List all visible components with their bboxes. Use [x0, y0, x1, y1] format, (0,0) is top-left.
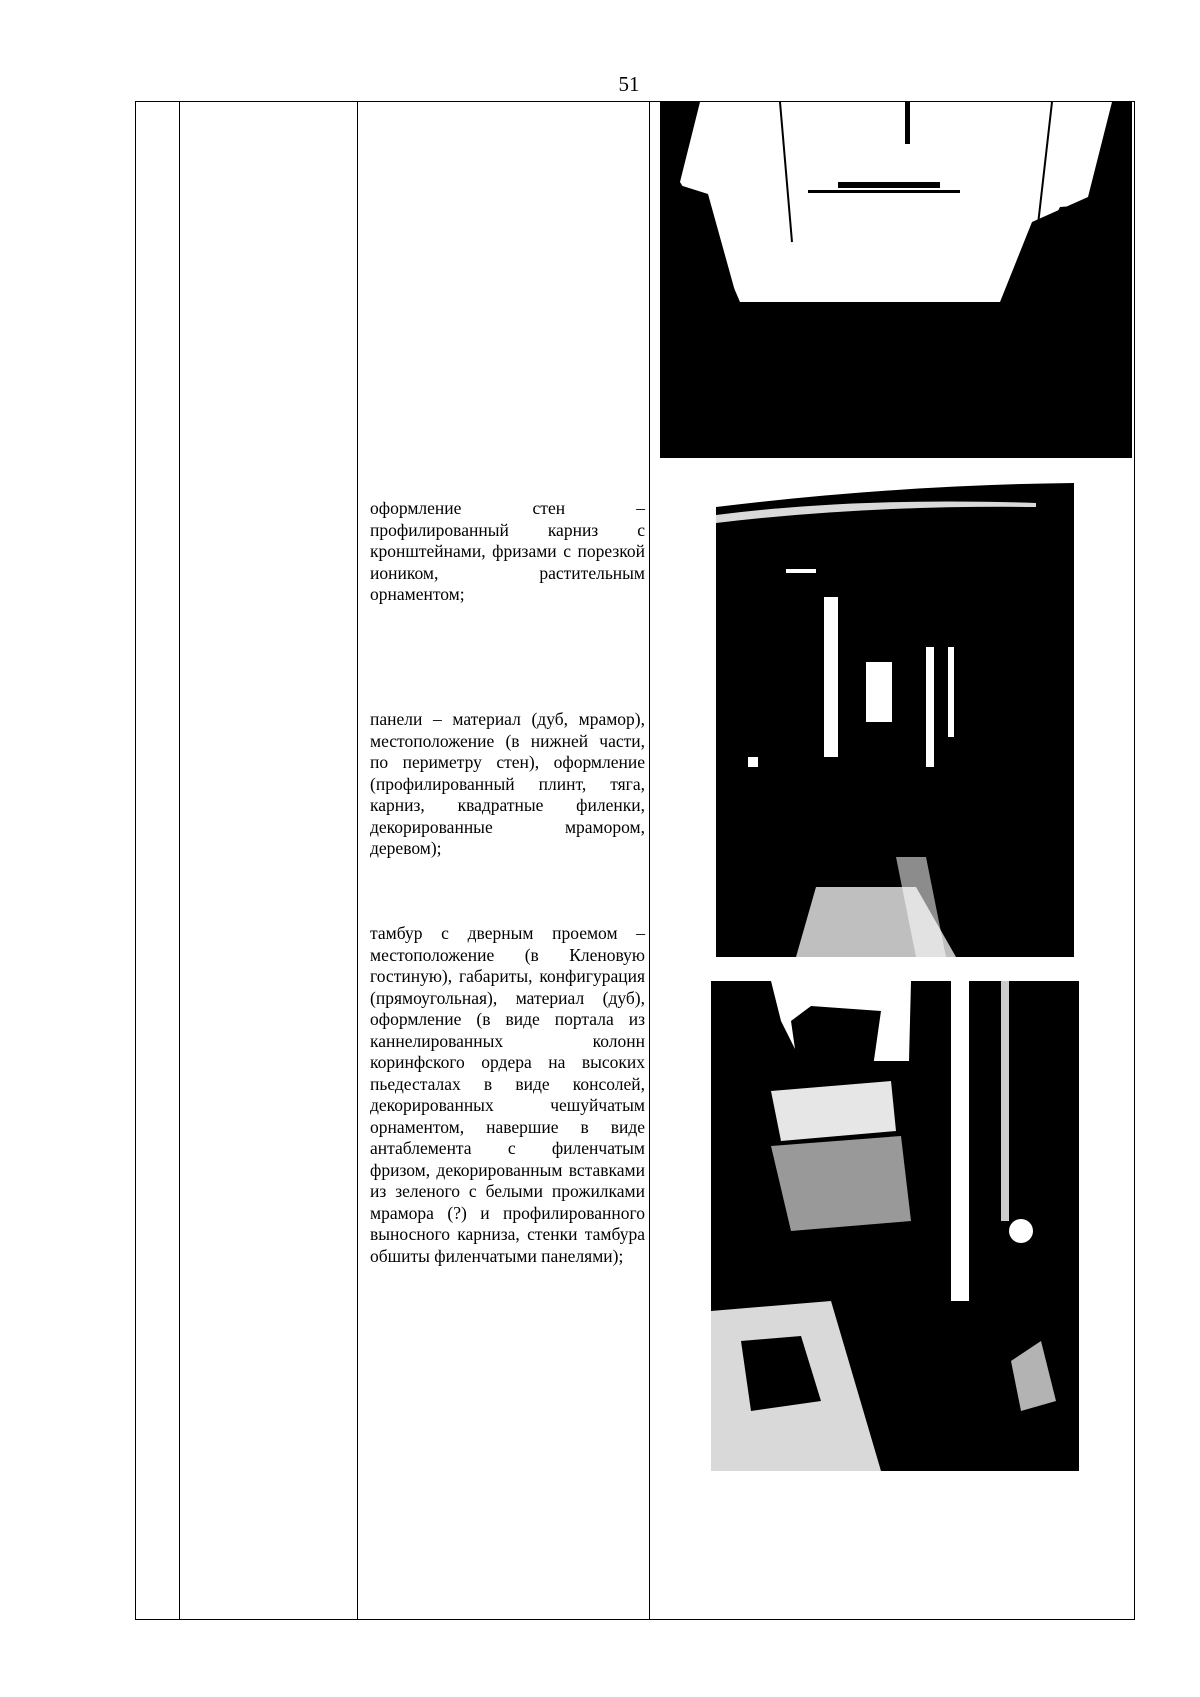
panels-description: панели – материал (дуб, мрамор), местоположение (в нижней части, по периметру стен), оформление (профилированный плинт, тяга, карниз, квадратные филенки, декорированные мрамором, деревом);	[370, 709, 645, 858]
column-divider	[649, 102, 650, 1619]
interior-photo	[716, 477, 1074, 957]
vestibule-description: тамбур с дверным проемом – местоположение (в Кленовую гостиную), габариты, конфигурация (прямоугольная), материал (дуб), оформление (в виде портала из каннелированных колонн коринфского ордера на высоких пьедесталах в виде консолей, декорированных чешуйчатым орнаментом, навершие в виде антаблемента с филенчатым фризом, декорированным вставками из зеленого с белыми прожилками мрамора (?) и профилированного выносного карниза, стенки тамбура обшиты филенчатыми панелями);	[370, 923, 645, 1266]
ceiling-photo	[660, 102, 1132, 458]
column-photo	[711, 981, 1079, 1471]
description-table	[135, 101, 1135, 1620]
column-divider	[179, 102, 180, 1619]
walls-description: оформление стен – профилированный карниз с кронштейнами, фризами с порезкой иоником, растительным орнаментом;	[370, 498, 645, 604]
page-number: 51	[618, 72, 640, 96]
column-divider	[357, 102, 358, 1619]
